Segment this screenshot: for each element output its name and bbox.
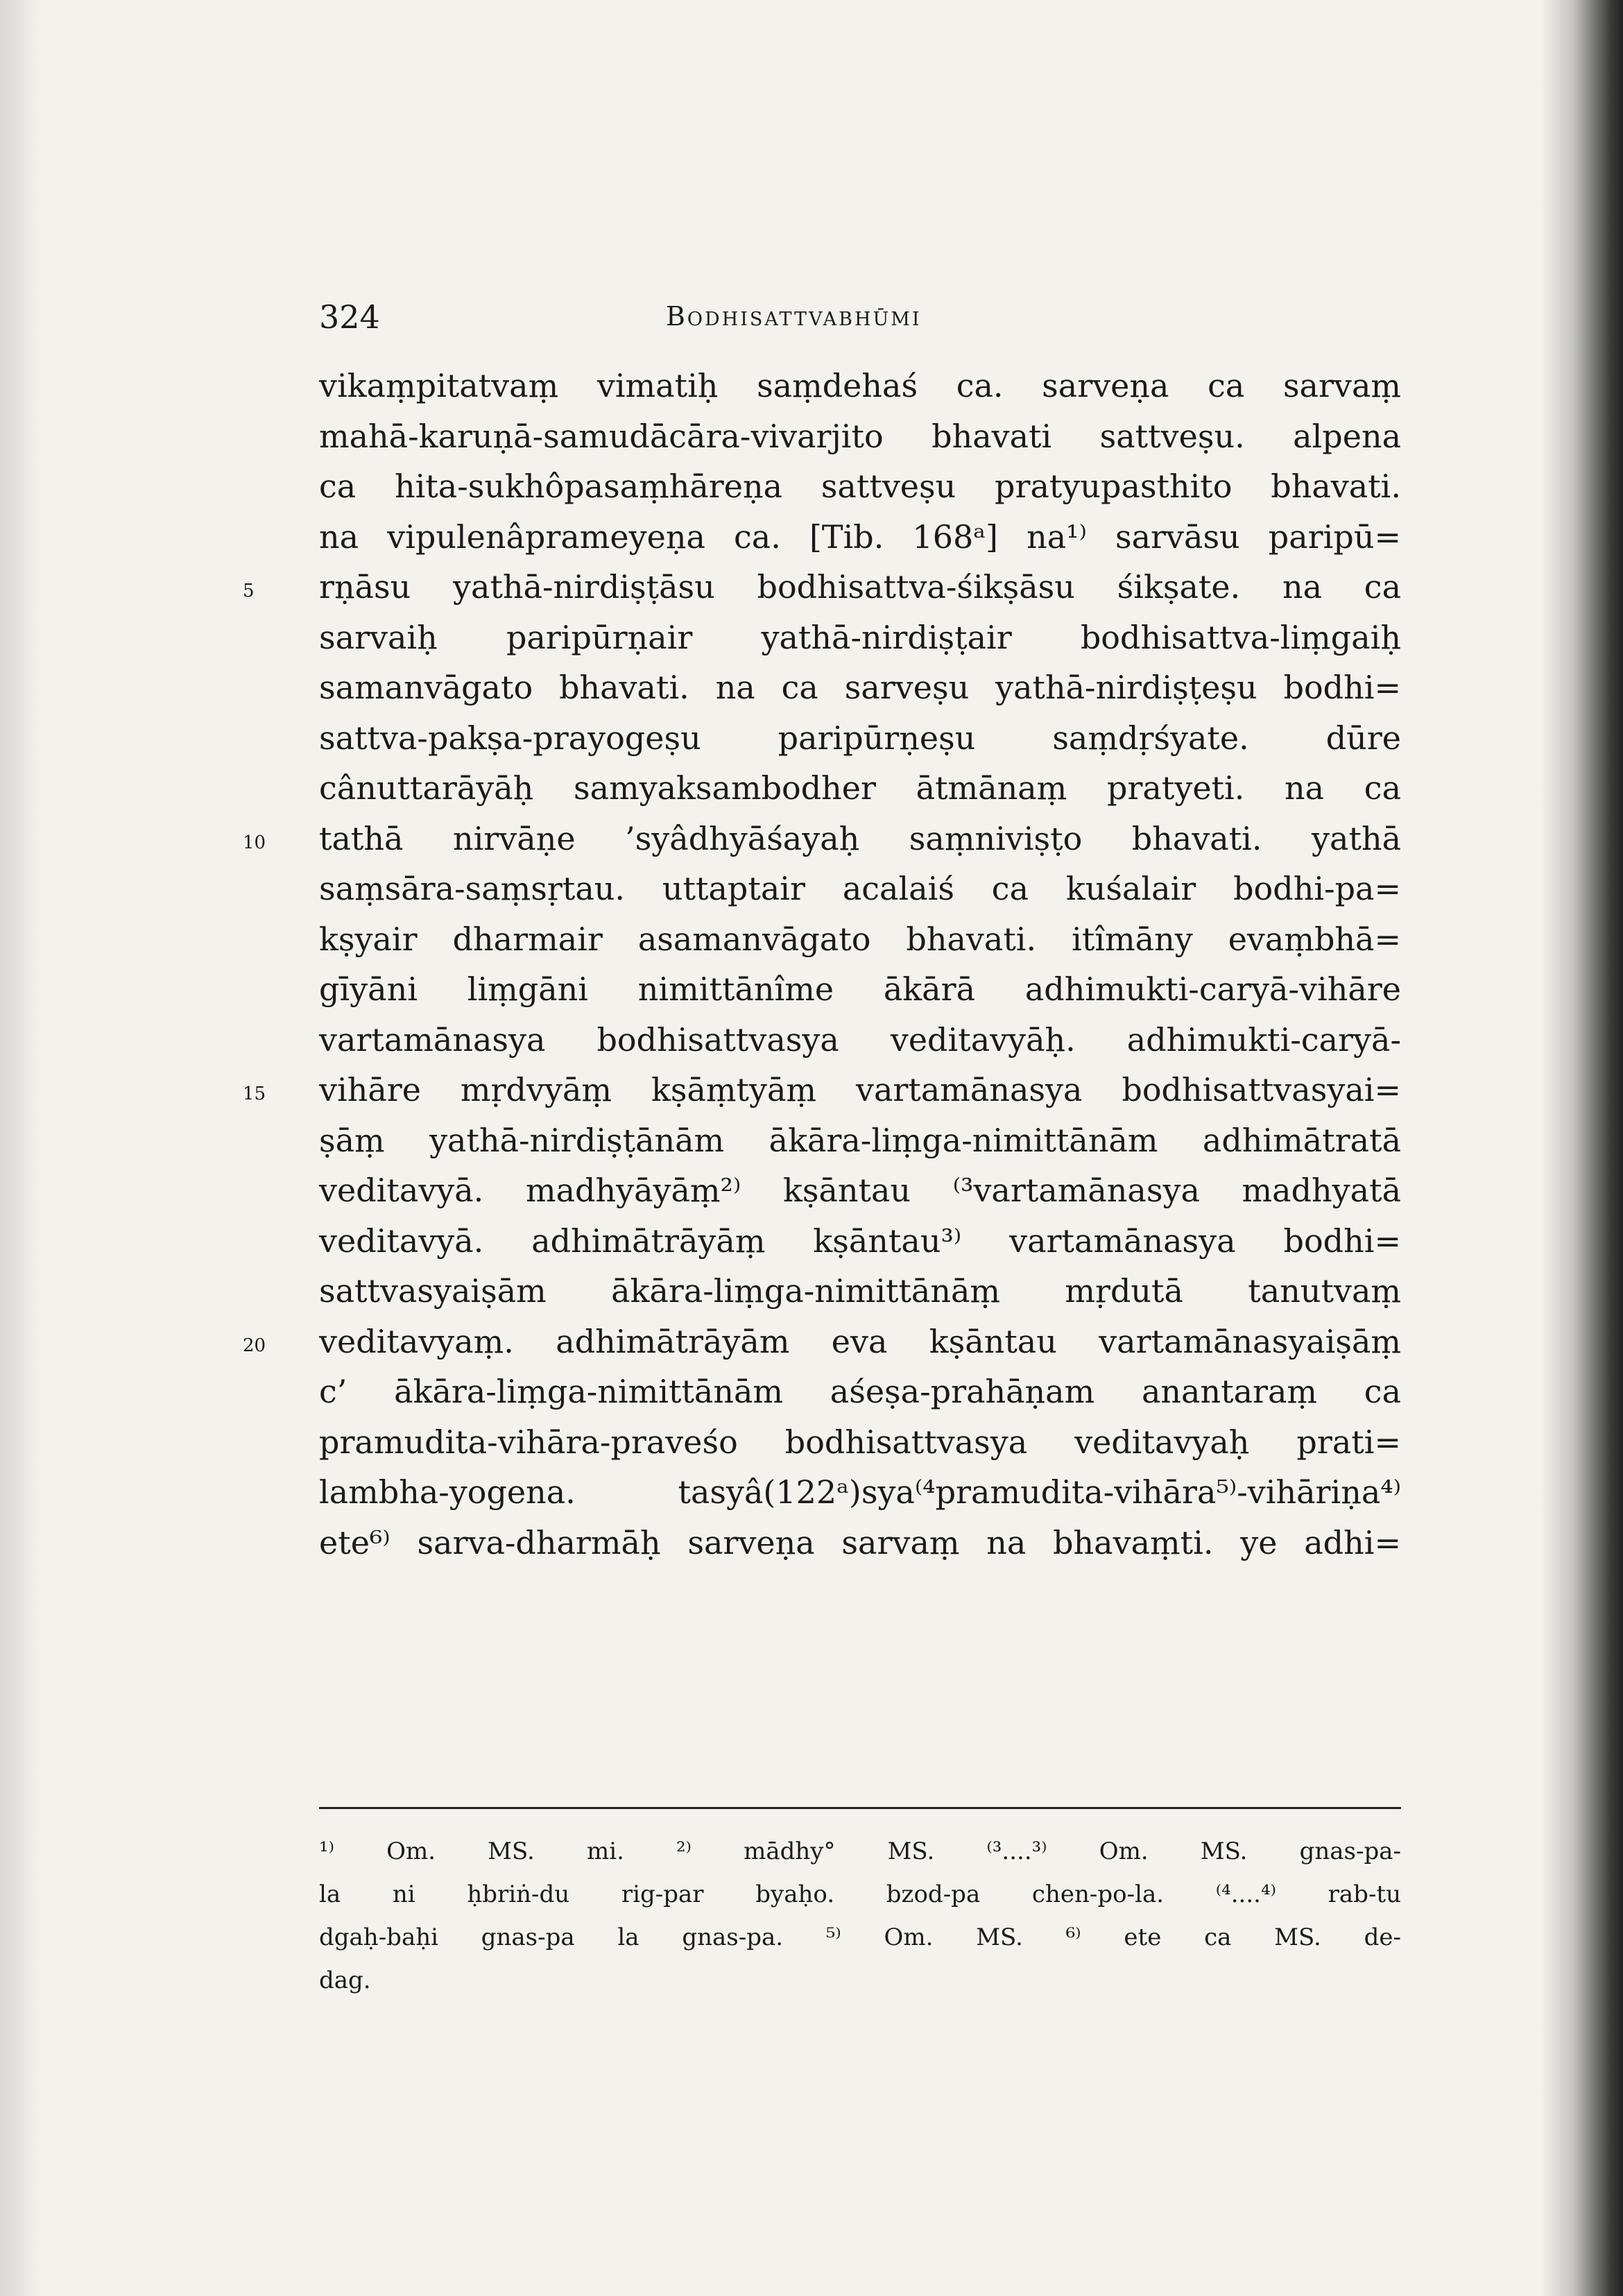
line-number: 10 (243, 832, 266, 853)
text-line (319, 964, 1401, 1015)
running-head: Bodhisattvabhūmi (666, 301, 922, 332)
text-line (319, 1266, 1401, 1317)
line-text: saṃsāra-saṃsṛtau. uttaptair acalaiś ca kuśalair bodhi-pa= (319, 870, 1401, 907)
text-line (243, 1065, 1401, 1115)
footnotes (319, 1830, 1401, 2002)
line-text: gīyāni liṃgāni nimittānîme ākārā adhimukti-caryā-vihāre (319, 970, 1401, 1008)
text-line (319, 1518, 1401, 1568)
line-text: cânuttarāyāḥ samyaksambodher ātmānaṃ pratyeti. na ca (319, 769, 1401, 807)
text-line (319, 1417, 1401, 1468)
text-line (319, 1216, 1401, 1267)
line-text: ca hita-sukhôpasaṃhāreṇa sattveṣu pratyupasthito bhavati. (319, 468, 1401, 505)
scan-shadow-right (1540, 0, 1623, 2296)
line-text: kṣyair dharmair asamanvāgato bhavati. itîmāny evaṃbhā= (319, 920, 1401, 958)
text-line (243, 562, 1401, 612)
line-text: tathā nirvāṇe ’syâdhyāśayaḥ saṃniviṣṭo bhavati. yathā (319, 819, 1401, 857)
text-line (319, 512, 1401, 563)
line-number: 5 (243, 581, 255, 601)
line-text: ete⁶⁾ sarva-dharmāḥ sarveṇa sarvaṃ na bhavaṃti. ye adhi= (319, 1523, 1401, 1561)
line-text: vikaṃpitatvaṃ vimatiḥ saṃdehaś ca. sarveṇa ca sarvaṃ (319, 367, 1401, 404)
page-header (319, 298, 1401, 347)
body-text (243, 361, 1401, 1568)
line-text: na vipulenâprameyeṇa ca. [Tib. 168ᵃ] na¹⁾ sarvāsu paripū= (319, 517, 1401, 556)
text-line (319, 713, 1401, 764)
line-text: veditavyaṃ. adhimātrāyām eva kṣāntau vartamānasyaiṣāṃ (319, 1322, 1401, 1360)
line-number: 20 (243, 1335, 266, 1356)
line-text: sattvasyaiṣām ākāra-liṃga-nimittānāṃ mṛdutā tanutvaṃ (319, 1272, 1401, 1310)
footnote-rule (319, 1807, 1401, 1809)
text-line (319, 763, 1401, 814)
line-text: vartamānasya bodhisattvasya veditavyāḥ. adhimukti-caryā- (319, 1020, 1401, 1059)
footnote-line: dgaḥ-baḥi gnas-pa la gnas-pa. ⁵⁾ Om. MS. ⁶⁾ ete ca MS. de- (319, 1924, 1401, 1951)
text-line (243, 814, 1401, 864)
line-text: veditavyā. adhimātrāyāṃ kṣāntau³⁾ vartamānasya bodhi= (319, 1222, 1401, 1260)
footnote-line: la ni ḥbriṅ-du rig-par byaḥo. bzod-pa chen-po-la. ⁽⁴....⁴⁾ rab-tu (319, 1881, 1401, 1908)
text-line (319, 1015, 1401, 1065)
line-text: lambha-yogena. tasyâ(122ᵃ)sya⁽⁴pramudita-vihāra⁵⁾-vihāriṇa⁴⁾ (319, 1473, 1401, 1511)
text-line (319, 1367, 1401, 1417)
footnote-line: ¹⁾ Om. MS. mi. ²⁾ mādhy° MS. ⁽³....³⁾ Om. MS. gnas-pa- (319, 1837, 1401, 1865)
line-text: c’ ākāra-liṃga-nimittānām aśeṣa-prahāṇam anantaraṃ ca (319, 1373, 1401, 1410)
text-line (319, 361, 1401, 411)
text-line (319, 1165, 1401, 1216)
scan-shadow-left (0, 0, 42, 2296)
line-text: veditavyā. madhyāyāṃ²⁾ kṣāntau ⁽³vartamānasya madhyatā (319, 1172, 1401, 1209)
line-text: vihāre mṛdvyāṃ kṣāṃtyāṃ vartamānasya bodhisattvasyai= (319, 1071, 1401, 1108)
text-line (319, 461, 1401, 512)
line-number: 15 (243, 1083, 266, 1104)
footnote-line: dag. (319, 1967, 371, 1994)
line-text: pramudita-vihāra-praveśo bodhisattvasya veditavyaḥ prati= (319, 1423, 1401, 1461)
text-line (319, 411, 1401, 462)
page-number: 324 (319, 298, 380, 336)
text-line (319, 662, 1401, 713)
text-line (243, 1317, 1401, 1367)
text-line (319, 612, 1401, 663)
line-text: rṇāsu yathā-nirdiṣṭāsu bodhisattva-śikṣāsu śikṣate. na ca (319, 568, 1401, 606)
line-text: sattva-pakṣa-prayogeṣu paripūrṇeṣu saṃdṛśyate. dūre (319, 719, 1401, 757)
line-text: samanvāgato bhavati. na ca sarveṣu yathā-nirdiṣṭeṣu bodhi= (319, 669, 1401, 706)
line-text: sarvaiḥ paripūrṇair yathā-nirdiṣṭair bodhisattva-liṃgaiḥ (319, 618, 1401, 656)
text-line (319, 864, 1401, 914)
text-line (319, 1467, 1401, 1518)
line-text: ṣāṃ yathā-nirdiṣṭānām ākāra-liṃga-nimittānām adhimātratā (319, 1121, 1401, 1159)
text-line (319, 914, 1401, 965)
text-line (319, 1115, 1401, 1166)
line-text: mahā-karuṇā-samudācāra-vivarjito bhavati sattveṣu. alpena (319, 417, 1401, 455)
